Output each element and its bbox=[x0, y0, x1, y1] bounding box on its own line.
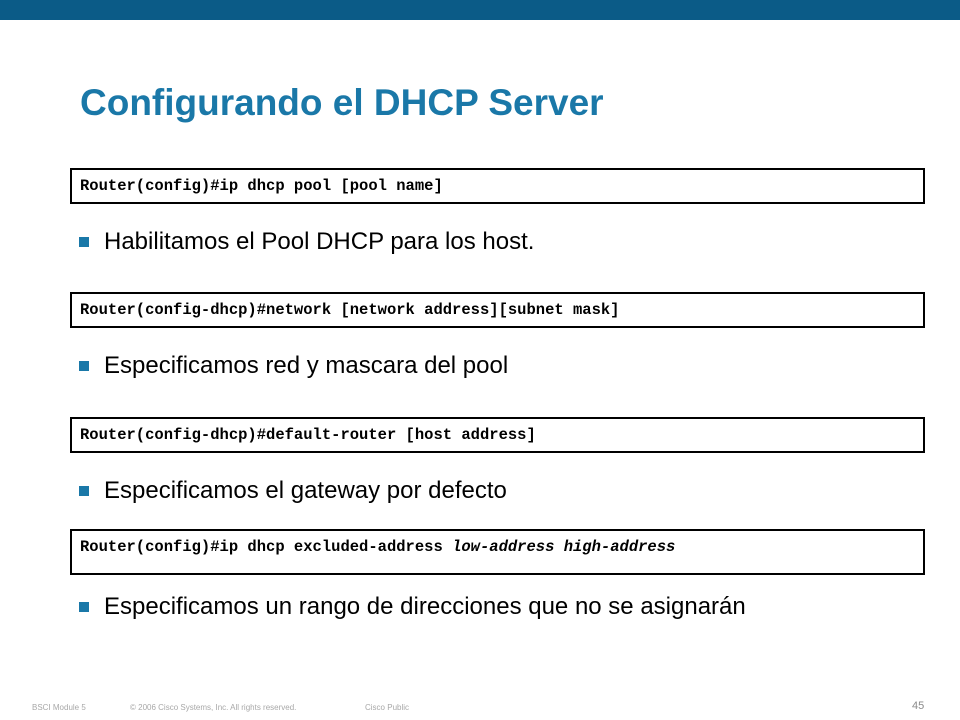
command-text: Router(config-dhcp)#default-router [host address] bbox=[80, 426, 536, 444]
square-bullet-icon bbox=[79, 602, 89, 612]
square-bullet-icon bbox=[79, 361, 89, 371]
top-banner-bar bbox=[0, 0, 960, 20]
command-box-default-router bbox=[70, 417, 925, 453]
command-arg-high-address: high-address bbox=[563, 538, 676, 556]
footer-copyright: © 2006 Cisco Systems, Inc. All rights reserved. bbox=[130, 703, 297, 712]
command-prefix: Router(config)#ip dhcp excluded-address bbox=[80, 538, 453, 556]
bullet-text: Especificamos red y mascara del pool bbox=[104, 352, 509, 379]
command-box-excluded-address bbox=[70, 529, 925, 575]
bullet-item bbox=[79, 226, 534, 258]
command-text: Router(config)#ip dhcp pool [pool name] bbox=[80, 177, 443, 195]
bullet-text: Especificamos un rango de direcciones que no se asignarán bbox=[104, 593, 746, 620]
page-number: 45 bbox=[912, 700, 925, 712]
square-bullet-icon bbox=[79, 486, 89, 496]
bullet-text: Especificamos el gateway por defecto bbox=[104, 477, 507, 504]
command-text: Router(config-dhcp)#network [network address][subnet mask] bbox=[80, 301, 620, 319]
square-bullet-icon bbox=[79, 237, 89, 247]
bullet-text: Habilitamos el Pool DHCP para los host. bbox=[104, 228, 535, 255]
command-box-network bbox=[70, 292, 925, 328]
bullet-item bbox=[79, 591, 844, 623]
footer-module: BSCI Module 5 bbox=[32, 703, 86, 712]
bullet-item bbox=[79, 350, 508, 382]
command-arg-low-address: low-address bbox=[452, 538, 555, 556]
footer-classification: Cisco Public bbox=[365, 703, 410, 712]
bullet-item bbox=[79, 475, 507, 507]
command-arg-separator bbox=[554, 538, 563, 556]
slide-title: Configurando el DHCP Server bbox=[80, 82, 604, 123]
command-text bbox=[80, 538, 675, 556]
command-box-dhcp-pool bbox=[70, 168, 925, 204]
